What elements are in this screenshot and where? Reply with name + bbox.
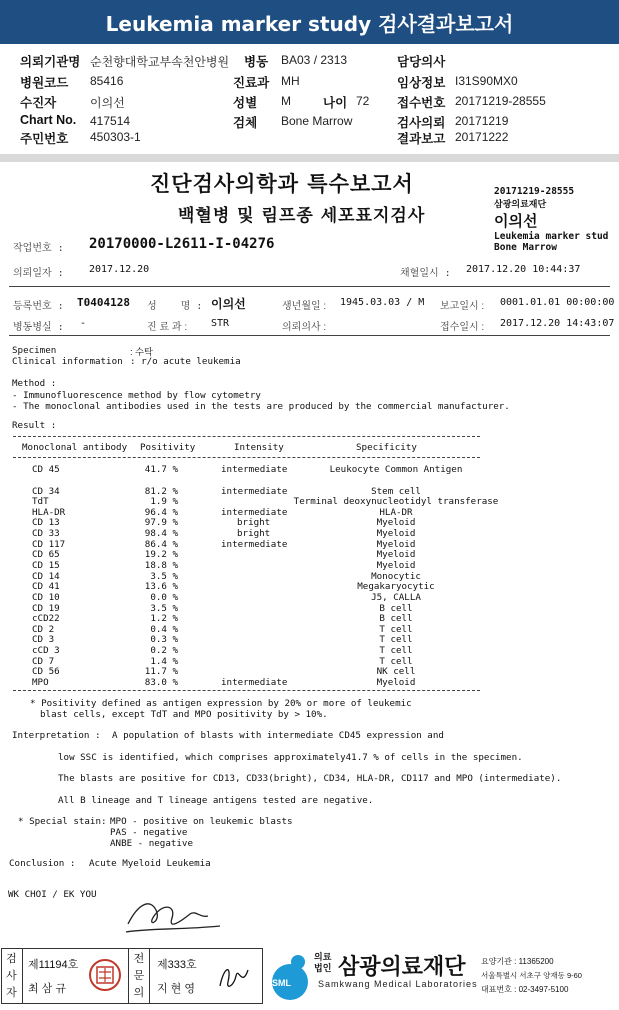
value-hospital-code: 85416 [90, 74, 124, 88]
cell-intensity: intermediate [221, 539, 288, 550]
work-no-label: 작업번호 : [13, 243, 64, 254]
table-row [0, 549, 619, 560]
label-chart-no: Chart No. [20, 113, 77, 127]
conclusion-label: Conclusion : [9, 858, 76, 869]
cell-intensity: intermediate [221, 486, 288, 497]
table-row [0, 677, 619, 688]
cell-antibody: CD 19 [32, 603, 60, 614]
specialist-signature [214, 956, 254, 996]
column-header-specificity: Specificity [356, 442, 417, 453]
label-sex: 성별 [233, 96, 258, 110]
table-header [0, 442, 619, 453]
column-header-positivity: Positivity [140, 442, 196, 453]
footnote: * Positivity defined as antigen expression by 20% or more of leukemic [30, 698, 412, 709]
table-header-rule [13, 457, 480, 458]
cell-antibody: CD 10 [32, 592, 60, 603]
divider [9, 286, 610, 287]
column-header-intensity: Intensity [234, 442, 284, 453]
cell-specificity: Myeloid [376, 517, 416, 528]
cell-specificity: Stem cell [371, 486, 421, 497]
cell-antibody: CD 34 [32, 486, 60, 497]
label-report-date: 결과보고 [397, 132, 446, 146]
interpretation-line: low SSC is identified, which comprises approximately41.7 % of cells in the specimen. [58, 752, 523, 763]
cell-intensity: intermediate [221, 677, 288, 688]
interpretation-line: A population of blasts with intermediate CD45 expression and [112, 730, 444, 741]
divider [9, 335, 610, 336]
name-label: 성 명 : [147, 301, 203, 312]
org-type: 의료 법인 [314, 952, 332, 973]
stamp-test: Leukemia marker stud [494, 231, 609, 242]
specialist-license: 제333호 [157, 959, 197, 971]
birth-label: 생년월일 : [282, 301, 327, 312]
banner-title: Leukemia marker study 검사결과보고서 [105, 11, 514, 36]
label-clinical-info: 임상정보 [397, 76, 446, 90]
cell-positivity: 1.2 % [150, 613, 178, 624]
cell-positivity: 86.4 % [144, 539, 178, 550]
inspector-seal [88, 958, 122, 992]
cell-specificity: Myeloid [376, 539, 416, 550]
cell-specificity: Myeloid [376, 549, 416, 560]
cell-antibody: MPO [32, 677, 49, 688]
section-separator [0, 154, 619, 162]
cell-specificity: HLA-DR [379, 507, 413, 518]
report-banner [0, 0, 619, 44]
dept-label: 진 료 과 : [147, 322, 188, 333]
value-resident-no: 450303-1 [90, 130, 141, 144]
value-specimen: Bone Marrow [281, 114, 353, 128]
cell-antibody: cCD22 [32, 613, 60, 624]
cell-specificity: Leukocyte Common Antigen [329, 464, 463, 475]
cell-positivity: 0.2 % [150, 645, 178, 656]
interpretation-label: Interpretation : [12, 730, 101, 741]
cell-specificity: NK cell [376, 666, 416, 677]
method-line: - Immunofluorescence method by flow cytometry [12, 390, 261, 401]
org-english-name: Samkwang Medical Laboratories [318, 979, 478, 989]
patient-name: 이의선 [211, 297, 246, 311]
value-report-date: 20171222 [455, 130, 509, 144]
cell-intensity: bright [237, 528, 271, 539]
reg-label: 등록번호 : [13, 301, 64, 312]
cell-positivity: 0.3 % [150, 634, 178, 645]
column-header-antibody: Monoclonal antibody [22, 442, 128, 453]
interpretation-line: All B lineage and T lineage antigens tested are negative. [58, 795, 374, 806]
cell-positivity: 41.7 % [144, 464, 178, 475]
cell-intensity: intermediate [221, 507, 288, 518]
report-subtitle: 백혈병 및 림프종 세포표지검사 [178, 206, 426, 226]
cell-antibody: CD 15 [32, 560, 60, 571]
collect-datetime: 2017.12.20 10:44:37 [466, 264, 581, 275]
footer [0, 946, 619, 1010]
inspector-label: 검 사 자 [1, 948, 23, 1004]
ward-value: - [80, 318, 87, 329]
value-receipt-no: 20171219-28555 [455, 94, 546, 108]
cell-positivity: 3.5 % [150, 571, 178, 582]
specialist-label: 전 문 의 [128, 948, 150, 1004]
label-institution: 의뢰기관명 [20, 55, 81, 69]
stamp-number: 20171219-28555 [494, 186, 575, 197]
cell-specificity: Megakaryocytic [357, 581, 435, 592]
work-no: 20170000-L2611-I-04276 [89, 236, 275, 252]
value-clinical-info: I31S90MX0 [455, 74, 518, 88]
cell-antibody: cCD 3 [32, 645, 60, 656]
cell-specificity: Myeloid [376, 560, 416, 571]
inspector-name: 최 삼 규 [28, 983, 66, 995]
cell-antibody: CD 45 [32, 464, 60, 475]
label-specimen: 검체 [233, 116, 258, 130]
special-stain-label: * Special stain: [18, 816, 107, 827]
header-info [0, 48, 619, 148]
cell-intensity: bright [237, 517, 271, 528]
interpretation-line: The blasts are positive for CD13, CD33(bright), CD34, HLA-DR, CD117 and MPO (intermediate). [58, 773, 562, 784]
label-dept: 진료과 [233, 76, 270, 90]
cell-specificity: J5, CALLA [371, 592, 421, 603]
special-stain-line: MPO - positive on leukemic blasts [110, 816, 293, 827]
table-row [0, 496, 619, 507]
cell-antibody: CD 13 [32, 517, 60, 528]
label-resident-no: 주민번호 [20, 132, 69, 146]
report-datetime: 0001.01.01 00:00:00 [500, 297, 615, 308]
footnote: blast cells, except TdT and MPO positivity by > 10%. [40, 709, 328, 720]
org-name: 삼광의료재단 [338, 955, 466, 980]
cell-positivity: 83.0 % [144, 677, 178, 688]
ward-label: 병동병실 : [13, 322, 64, 333]
inspector-license: 제11194호 [28, 959, 79, 971]
cell-positivity: 18.8 % [144, 560, 178, 571]
cell-intensity: intermediate [221, 464, 288, 475]
specimen-label-stamp [494, 186, 619, 253]
stamp-specimen: Bone Marrow [494, 242, 557, 253]
value-chart-no: 417514 [90, 114, 131, 128]
cell-antibody: CD 41 [32, 581, 60, 592]
label-request-date: 검사의뢰 [397, 116, 446, 130]
institution-code: 요양기관 : 11365200 [481, 957, 554, 966]
method-label: Method : [12, 378, 57, 389]
specimen-value: : 수탁 [130, 347, 153, 357]
cell-positivity: 19.2 % [144, 549, 178, 560]
cell-specificity: B cell [379, 603, 413, 614]
sml-logo-text: SML [272, 978, 291, 988]
value-institution: 순천향대학교부속천안병원 [90, 55, 230, 69]
table-row [0, 645, 619, 656]
cell-antibody: CD 56 [32, 666, 60, 677]
conclusion-value: Acute Myeloid Leukemia [89, 858, 211, 869]
specimen-label: Specimen [12, 345, 57, 356]
report-dt-label: 보고일시 : [440, 301, 485, 312]
cell-positivity: 13.6 % [144, 581, 178, 592]
receive-label: 접수일시 : [440, 322, 485, 333]
collect-label: 채혈일시 : [400, 268, 451, 279]
address: 서울특별시 서초구 양재동 9-60 [481, 971, 582, 980]
cell-positivity: 97.9 % [144, 517, 178, 528]
value-sex: M [281, 94, 291, 108]
doctor-label: 의뢰의사 : [282, 322, 327, 333]
cell-positivity: 98.4 % [144, 528, 178, 539]
cell-antibody: CD 33 [32, 528, 60, 539]
table-row [0, 517, 619, 528]
table-row [0, 634, 619, 645]
phone: 대표번호 : 02-3497-5100 [481, 985, 569, 994]
dept-value: STR [211, 318, 230, 329]
sml-logo-icon [268, 952, 312, 1002]
cell-antibody: CD 2 [32, 624, 55, 635]
cell-specificity: B cell [379, 613, 413, 624]
cell-positivity: 81.2 % [144, 486, 178, 497]
value-patient: 이의선 [90, 96, 125, 110]
signature [120, 888, 230, 940]
stamp-name: 이의선 [494, 213, 538, 230]
value-age: 72 [356, 94, 370, 108]
special-stain-line: PAS - negative [110, 827, 188, 838]
table-top-rule [13, 436, 480, 437]
table-row [0, 464, 619, 475]
result-label: Result : [12, 420, 57, 431]
label-ward: 병동 [244, 55, 269, 69]
receive-datetime: 2017.12.20 14:43:07 [500, 318, 615, 329]
label-patient: 수진자 [20, 96, 57, 110]
cell-antibody: CD 65 [32, 549, 60, 560]
table-row [0, 613, 619, 624]
cell-specificity: T cell [379, 634, 413, 645]
cell-antibody: CD 3 [32, 634, 55, 645]
cell-specificity: Terminal deoxynucleotidyl transferase [293, 496, 499, 507]
cell-positivity: 1.4 % [150, 656, 178, 667]
clinical-label: Clinical information [12, 356, 123, 367]
cell-positivity: 1.9 % [150, 496, 178, 507]
clinical-value: : r/o acute leukemia [130, 356, 241, 367]
cell-antibody: HLA-DR [32, 507, 66, 518]
value-request-date: 20171219 [455, 114, 509, 128]
table-row [0, 528, 619, 539]
label-doctor: 담당의사 [397, 55, 446, 69]
label-receipt-no: 접수번호 [397, 96, 446, 110]
cell-positivity: 0.4 % [150, 624, 178, 635]
cell-positivity: 11.7 % [144, 666, 178, 677]
table-row [0, 592, 619, 603]
stamp-org: 삼광의료재단 [494, 199, 547, 209]
special-stain-line: ANBE - negative [110, 838, 193, 849]
value-dept: MH [281, 74, 300, 88]
table-bottom-rule [13, 690, 480, 691]
cell-positivity: 96.4 % [144, 507, 178, 518]
signers: WK CHOI / EK YOU [8, 889, 97, 900]
request-date: 2017.12.20 [89, 264, 150, 275]
reg-no: T0404128 [77, 296, 130, 309]
cell-antibody: CD 14 [32, 571, 60, 582]
cell-specificity: Myeloid [376, 528, 416, 539]
cell-antibody: CD 7 [32, 656, 55, 667]
table-row [0, 666, 619, 677]
cell-positivity: 0.0 % [150, 592, 178, 603]
method-line: - The monoclonal antibodies used in the tests are produced by the commercial manufacturer. [12, 401, 510, 412]
label-hospital-code: 병원코드 [20, 76, 69, 90]
cell-antibody: CD 117 [32, 539, 66, 550]
table-row [0, 581, 619, 592]
cell-specificity: T cell [379, 656, 413, 667]
cell-antibody: TdT [32, 496, 49, 507]
cell-specificity: Myeloid [376, 677, 416, 688]
request-date-label: 의뢰일자 : [13, 268, 64, 279]
specialist-name: 지 현 영 [157, 983, 195, 995]
table-row [0, 560, 619, 571]
cell-positivity: 3.5 % [150, 603, 178, 614]
value-ward: BA03 / 2313 [281, 53, 348, 67]
birth-date: 1945.03.03 / M [340, 297, 425, 308]
cell-specificity: Monocytic [371, 571, 421, 582]
cell-specificity: T cell [379, 645, 413, 656]
report-title: 진단검사의학과 특수보고서 [150, 172, 414, 196]
label-age: 나이 [323, 96, 348, 110]
cell-specificity: T cell [379, 624, 413, 635]
